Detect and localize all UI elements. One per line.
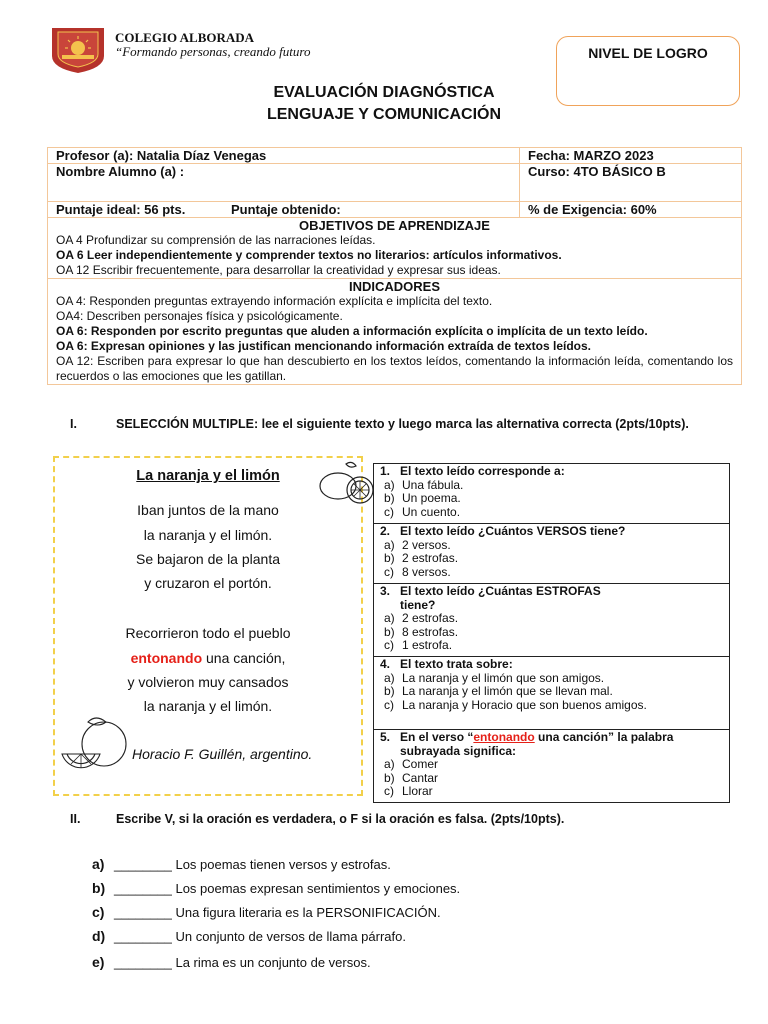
option[interactable] [374,539,729,553]
option-letter: b) [384,624,395,639]
option[interactable] [374,626,729,640]
option[interactable] [374,685,729,699]
option-letter: a) [384,537,395,552]
option-letter: c) [384,784,394,798]
option[interactable] [374,552,729,566]
puntaje-cell [48,202,520,218]
option[interactable] [374,672,729,686]
poem-line: Se bajaron de la planta [136,551,280,567]
info-table [47,147,742,385]
option-text: Una fábula. [402,477,464,492]
item-letter: b) [92,880,106,896]
puntaje-ideal: Puntaje ideal: 56 pts. [56,202,186,217]
indicador-item: OA 4: Responden preguntas extrayendo información explícita e implícita del texto. [56,294,493,308]
option-letter: c) [384,638,394,652]
option-letter: b) [384,551,395,565]
option-text: 8 versos. [402,564,451,579]
item-letter: e) [92,954,105,970]
option-letter: b) [384,684,395,698]
statement-text: Los poemas tienen versos y estrofas. [175,857,391,872]
option-letter: a) [384,477,395,492]
question-3 [374,584,729,657]
option[interactable] [374,479,729,493]
vf-item [92,856,391,872]
objetivos-cell [48,218,742,279]
section1-instruction: SELECCIÓN MULTIPLE: lee el siguiente texto y luego marca las alternativa correcta (2pts/10pts). [116,417,689,431]
school-logo [48,24,108,74]
school-name: COLEGIO ALBORADA [115,30,255,45]
option-letter: c) [384,504,394,519]
option[interactable] [374,492,729,506]
option-text: La naranja y Horacio que son buenos amigos. [402,697,647,712]
indicador-item: OA 12: Escriben para expresar lo que han descubierto en los textos leídos, comentando la información leída, comentando los recuerdos o las emociones que les gatillan. [56,354,733,383]
poem-author: Horacio F. Guillén, argentino. [132,746,313,762]
question-text: El texto leído ¿Cuántas ESTROFAS tiene? [400,584,601,612]
poem-line: Recorrieron todo el pueblo [125,625,291,641]
option-text: 2 versos. [402,537,451,552]
answer-blank[interactable]: ________ [114,955,172,970]
option-text: 2 estrofas. [402,551,459,565]
vf-item [92,880,460,896]
question-number: 4. [380,657,391,671]
poem-line [53,650,363,666]
question-number: 3. [380,584,391,598]
option[interactable] [374,566,729,580]
statement-text: La rima es un conjunto de versos. [175,955,371,970]
option-text: 2 estrofas. [402,611,459,625]
question-text: El texto leído ¿Cuántos VERSOS tiene? [400,524,626,538]
subject-title: LENGUAJE Y COMUNICACIÓN [266,106,502,123]
question-5 [374,730,729,802]
poem-line: y cruzaron el portón. [144,575,272,591]
indicadores-header: INDICADORES [348,279,440,294]
question-text-part: En el verso “ [400,730,474,744]
option[interactable] [374,758,729,772]
vf-item [92,928,406,944]
orange-icon [58,714,136,781]
objetivo-item: OA 4 Profundizar su comprensión de las narraciones leídas. [56,233,376,247]
option-text: La naranja y el limón que se llevan mal. [402,684,613,698]
poem-line: y volvieron muy cansados [127,674,289,690]
answer-blank[interactable]: ________ [114,857,172,872]
alumno-cell: Nombre Alumno (a) : [48,164,520,202]
option-letter: b) [384,770,395,785]
indicadores-cell [48,279,742,385]
question-number: 5. [380,730,391,744]
question-text: El texto trata sobre: [400,657,513,671]
question-2 [374,524,729,584]
indicador-item: OA 6: Responden por escrito preguntas que aluden a información explícita o implícita de un texto leído. [56,324,648,338]
school-motto: “Formando personas, creando futuro [115,44,311,59]
poem-line: la naranja y el limón. [143,527,273,543]
answer-blank[interactable]: ________ [114,905,172,920]
question-number: 1. [380,464,391,478]
poem-line: la naranja y el limón. [143,698,273,714]
option[interactable] [374,772,729,786]
option[interactable] [374,639,729,653]
option-letter: a) [384,757,395,771]
option-letter: a) [384,611,395,625]
option[interactable] [374,785,729,799]
poem-line: Iban juntos de la mano [137,502,279,518]
question-text: El texto leído corresponde a: [400,464,565,478]
option[interactable] [374,506,729,520]
poem-line-rest: una canción, [202,650,286,666]
option-text: La naranja y el limón que son amigos. [402,670,605,685]
option-letter: c) [384,564,394,579]
section2-instruction: Escribe V, si la oración es verdadera, o F si la oración es falsa. (2pts/10pts). [116,812,565,826]
statement-text: Un conjunto de versos de llama párrafo. [175,929,406,944]
option[interactable] [374,612,729,626]
option-letter: c) [384,697,394,712]
option-text: Un cuento. [402,504,461,519]
question-1 [374,464,729,524]
vf-item [92,904,441,920]
indicador-item: OA 6: Expresan opiniones y las justifican mencionando información extraída de textos leídos. [56,339,592,353]
section2-numeral: II. [70,812,81,826]
highlighted-word: entonando [130,650,203,666]
item-letter: c) [92,904,105,920]
option-text: Comer [402,757,439,771]
underlined-word: entonando [473,730,535,744]
option-text: Cantar [402,770,439,785]
option-text: Un poema. [402,491,461,505]
item-letter: d) [92,928,106,944]
objetivo-item: OA 6 Leer independientemente y comprender textos no literarios: artículos informativos. [56,248,562,262]
statement-text: Una figura literaria es la PERSONIFICACIÓN. [175,905,441,920]
option-text: Llorar [402,784,433,798]
question-text-part: una canción” la palabra subrayada significa: [400,730,674,758]
puntaje-obtenido: Puntaje obtenido: [230,202,341,217]
vf-item [92,954,371,970]
curso-cell: Curso: 4TO BÁSICO B [520,164,742,202]
option-text: 1 estrofa. [402,638,453,652]
objetivos-header: OBJETIVOS DE APRENDIZAJE [299,218,490,233]
answer-blank[interactable]: ________ [114,881,172,896]
question-text [400,731,729,758]
nivel-de-logro-label: NIVEL DE LOGRO [588,45,708,61]
profesor-cell: Profesor (a): Natalia Díaz Venegas [48,148,520,164]
option[interactable] [374,699,729,713]
option-text: 8 estrofas. [402,624,459,639]
section1-numeral: I. [70,417,77,431]
statement-text: Los poemas expresan sentimientos y emociones. [175,881,461,896]
objetivo-item: OA 12 Escribir frecuentemente, para desarrollar la creatividad y expresar sus ideas. [56,263,501,277]
question-number: 2. [380,524,391,538]
option-letter: b) [384,491,395,505]
evaluation-title: EVALUACIÓN DIAGNÓSTICA [273,84,495,101]
indicador-item: OA4: Describen personajes física y psicológicamente. [56,309,343,323]
item-letter: a) [92,856,105,872]
poem-title: La naranja y el limón [136,468,280,484]
exigencia-cell: % de Exigencia: 60% [520,202,742,218]
questions-box [373,463,730,803]
answer-blank[interactable]: ________ [114,929,172,944]
fecha-cell: Fecha: MARZO 2023 [520,148,742,164]
question-4 [374,657,729,730]
option-letter: a) [384,670,395,685]
